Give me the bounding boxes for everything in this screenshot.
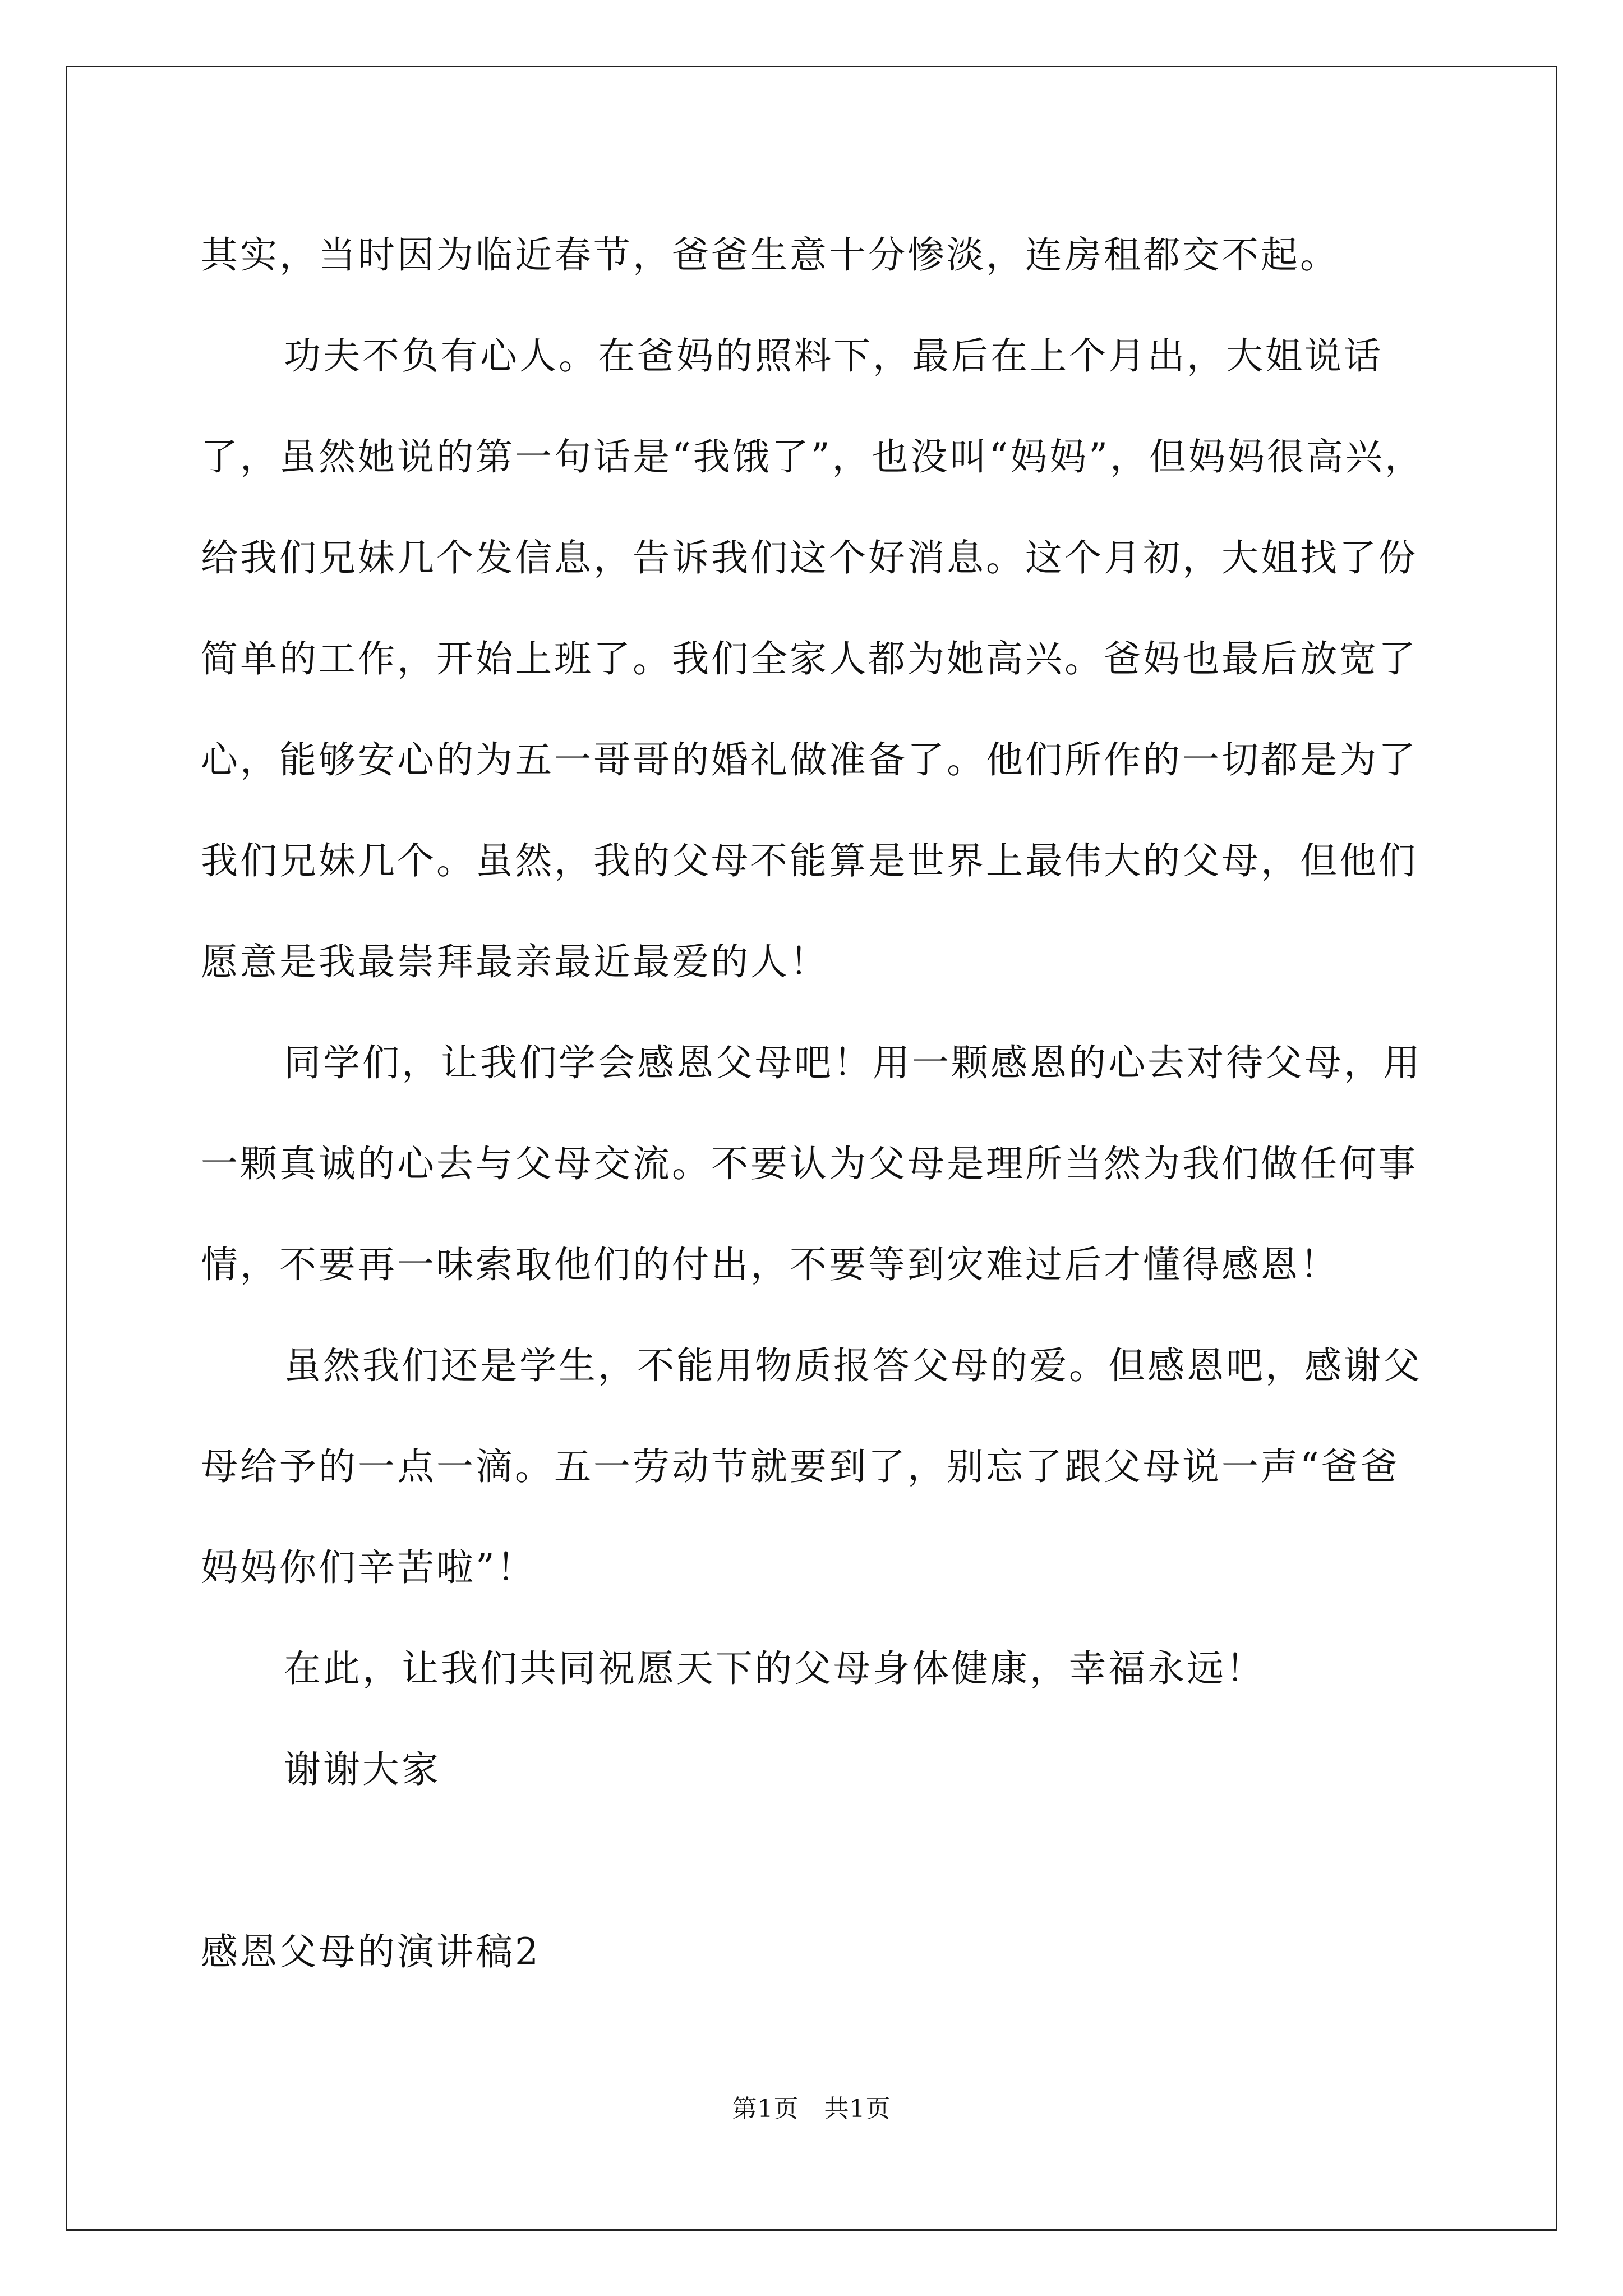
paragraph-6-closing: 谢谢大家 <box>284 1748 441 1791</box>
page-number-footer: 第1页 共1页 <box>732 2095 891 2123</box>
paragraph-1: 其实，当时因为临近春节，爸爸生意十分惨淡，连房租都交不起。 <box>201 233 1339 277</box>
paragraph-3: 同学们，让我们学会感恩父母吧！用一颗感恩的心去对待父母，用一颗真诚的心去与父母交流。不要认为父母是理所当然为我们做任何事情，不要再一味索取他们的付出，不要等到灾难过后才懂得感恩！ <box>201 1041 1422 1286</box>
paragraph-2: 功夫不负有心人。在爸妈的照料下，最后在上个月出，大姐说话了，虽然她说的第一句话是“我饿了”，也没叫“妈妈”，但妈妈很高兴，给我们兄妹几个发信息，告诉我们这个好消息。这个月初，大姐找了份简单的工作，开始上班了。我们全家人都为她高兴。爸妈也最后放宽了心，能够安心的为五一哥哥的婚礼做准备了。他们所作的一切都是为了我们兄妹几个。虽然，我的父母不能算是世界上最伟大的父母，但他们愿意是我最崇拜最亲最近最爱的人！ <box>201 334 1424 983</box>
paragraph-5: 在此，让我们共同祝愿天下的父母身体健康，幸福永远！ <box>284 1647 1265 1690</box>
document-body <box>201 205 1435 1820</box>
paragraph-4: 虽然我们还是学生，不能用物质报答父母的爱。但感恩吧，感谢父母给予的一点一滴。五一劳动节就要到了，别忘了跟父母说一声“爸爸妈妈你们辛苦啦”！ <box>201 1344 1422 1589</box>
next-speech-heading: 感恩父母的演讲稿2 <box>201 1930 541 1973</box>
